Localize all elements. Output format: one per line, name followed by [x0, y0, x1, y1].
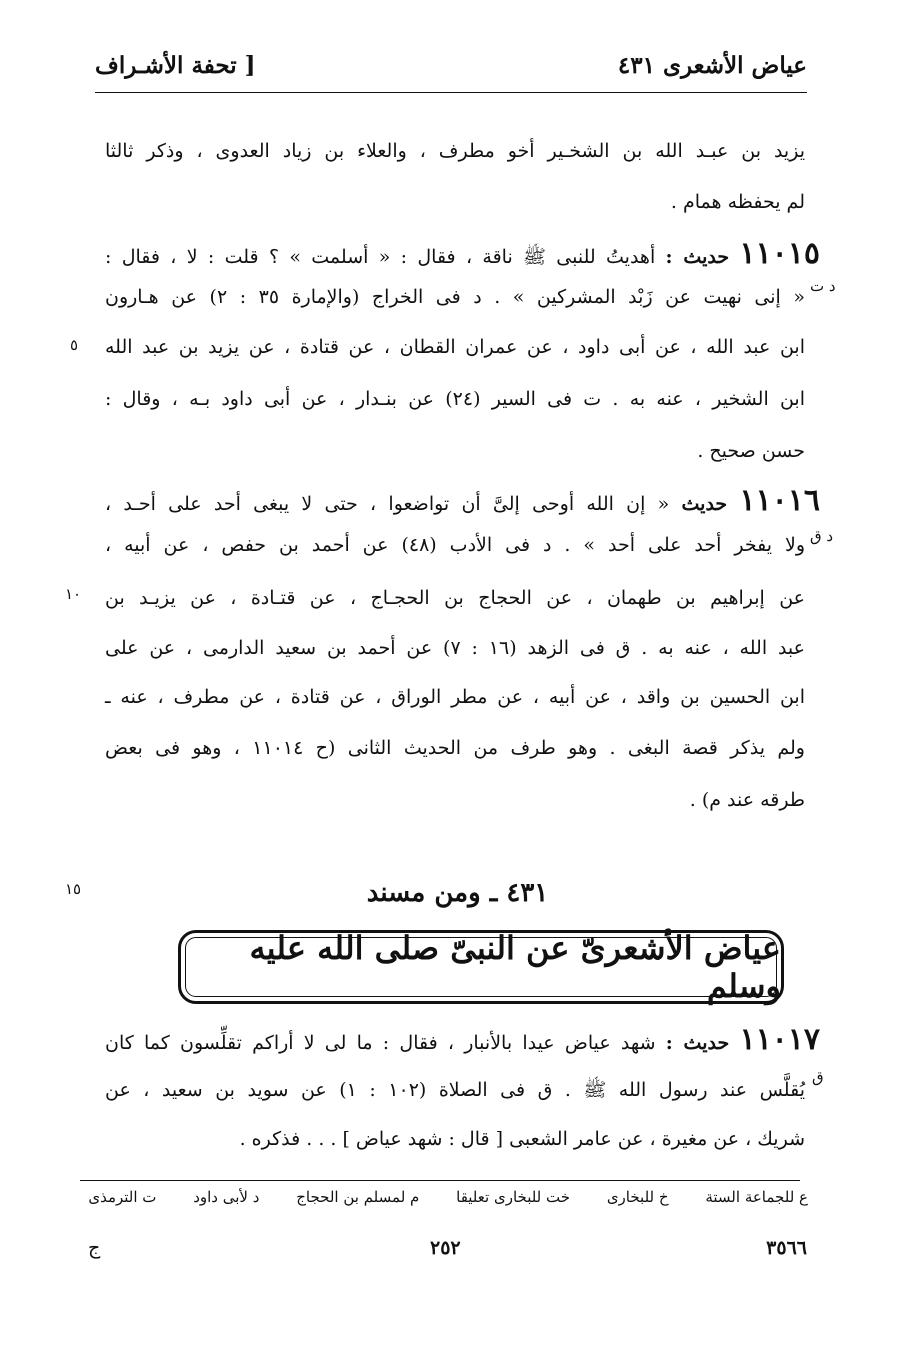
legend-item: ع للجماعة الستة [705, 1188, 808, 1206]
section-title: ٤٣١ ـ ومن مسند [366, 878, 549, 908]
text-line: « إنى نهيت عن زَبْد المشركين » . د فى الخراج (والإمارة ٣٥ : ٢) عن هـارون [105, 286, 805, 308]
hadith-11016-first-line [105, 483, 820, 518]
text-line: ابن الحسين بن واقد ، عن أبيه ، عن مطر الوراق ، عن قتادة ، عن مطرف ، عنه ـ [105, 686, 805, 708]
line-number-marker: ١٠ [65, 585, 82, 603]
text-line: ولا يفخر أحد على أحد » . د فى الأدب (٤٨) عن أحمد بن حفص ، عن أبيه ، [105, 534, 805, 556]
text-line: ابن عبد الله ، عن أبى داود ، عن عمران القطان ، عن قتادة ، عن يزيد بن عبد الله [105, 336, 805, 358]
header-title-left: [ تحفة الأشـراف [95, 52, 256, 79]
text-line: ولم يذكر قصة البغى . وهو طرف من الحديث الثانى (ح ١١٠١٤ ، وهو فى بعض [105, 737, 805, 759]
header-title-right: عياض الأشعرى ٤٣١ [617, 52, 807, 79]
section-box-text: عياض الأشعرىّ عن النبىّ صلى الله عليه وسلم [249, 929, 781, 1005]
hadith-keyword: حديث [681, 493, 728, 515]
margin-code: د ق [810, 527, 834, 545]
footer-volume-number: ٣٥٦٦ [766, 1237, 807, 1259]
legend-item: م لمسلم بن الحجاج [296, 1188, 420, 1206]
hadith-number: ١١٠١٧ [739, 1022, 821, 1057]
text-line: عبد الله ، عنه به . ق فى الزهد (١٦ : ٧) عن أحمد بن سعيد الدارمى ، عن على [105, 637, 805, 659]
margin-code: ق [812, 1068, 824, 1086]
text-line: حسن صحيح . [697, 440, 805, 462]
legend-item: ت الترمذى [88, 1188, 157, 1206]
margin-code: د ت [810, 277, 836, 295]
text-line: شريك ، عن مغيرة ، عن عامر الشعبى [ قال : شهد عياض ] . . . فذكره . [239, 1128, 805, 1150]
legend-item: د لأبى داود [193, 1188, 260, 1206]
text-line: ابن الشخير ، عنه به . ت فى السير (٢٤) عن بنـدار ، عن أبى داود بـه ، وقال : [105, 388, 805, 410]
hadith-keyword: حديث : [665, 1032, 730, 1054]
line-number-marker: ٥ [70, 336, 79, 354]
text-line: لم يحفظه همام . [670, 191, 805, 213]
hadith-11015-first-line [105, 236, 820, 273]
hadith-text: شهد عياض عيدا بالأنبار ، فقال : ما لى لا أراكم تقلِّسون كما كان [105, 1032, 656, 1054]
footer-signature-mark: ج [88, 1237, 101, 1259]
header-rule [95, 92, 807, 93]
hadith-text: « إن الله أوحى إلىَّ أن تواضعوا ، حتى لا يبغى أحد على أحـد ، [105, 493, 670, 515]
legend-item: خ للبخارى [606, 1188, 669, 1206]
text-line: يزيد بن عبـد الله بن الشخـير أخو مطرف ، والعلاء بن زياد العدوى ، وذكر ثالثا [105, 140, 805, 162]
text-line: يُقلَّس عند رسول الله ﷺ . ق فى الصلاة (١٠٢ : ١) عن سويد بن سعيد ، عن [105, 1079, 805, 1101]
legend-item: خت للبخارى تعليقا [456, 1188, 571, 1206]
hadith-number: ١١٠١٥ [739, 236, 820, 271]
footnote-rule [80, 1180, 800, 1181]
hadith-text: أهديتُ للنبى ﷺ ناقة ، فقال : « أسلمت » ؟ قلت : لا ، فقال : [105, 246, 656, 268]
page-number: ٢٥٢ [430, 1237, 461, 1259]
hadith-keyword: حديث : [665, 246, 730, 268]
section-name-box [178, 930, 784, 1004]
text-line: طرقه عند م) . [689, 789, 805, 811]
hadith-number: ١١٠١٦ [739, 483, 820, 518]
line-number-marker: ١٥ [65, 880, 82, 898]
hadith-11017-first-line [105, 1022, 820, 1057]
text-line: عن إبراهيم بن طهمان ، عن الحجاج بن الحجـاج ، عن قتـادة ، عن يزيـد بن [105, 587, 805, 609]
page-header [95, 52, 807, 88]
abbreviation-legend [56, 1188, 808, 1206]
